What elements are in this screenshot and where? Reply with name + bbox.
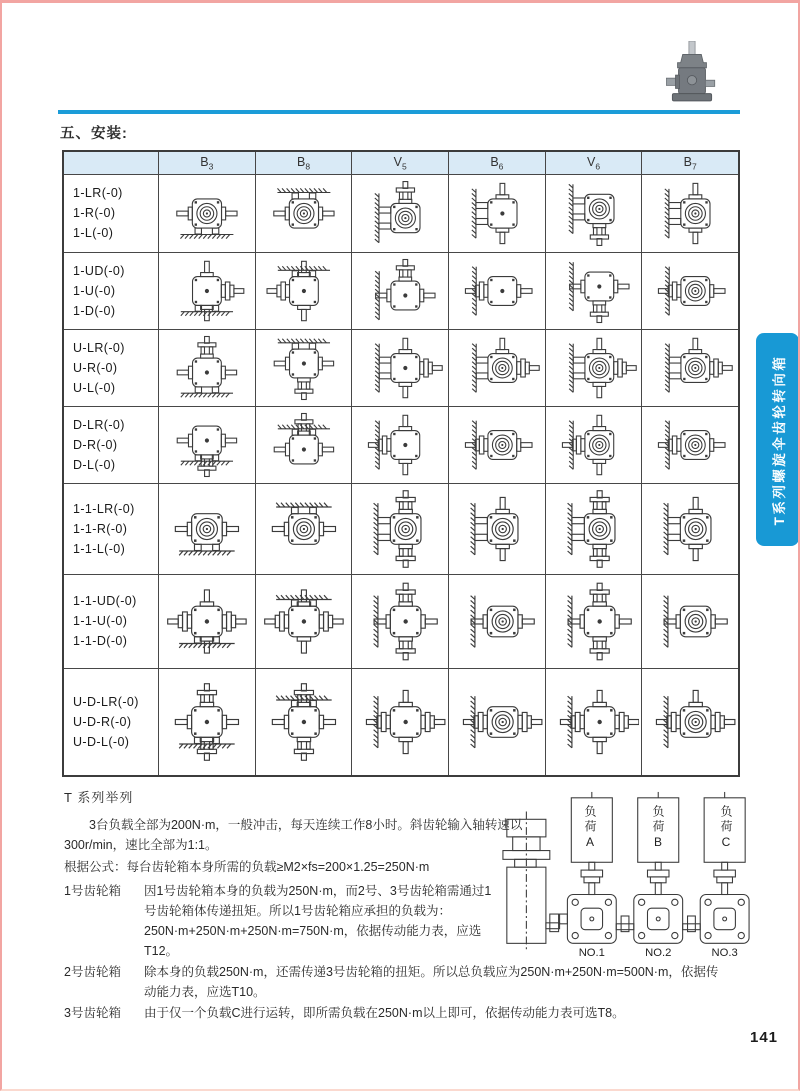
- gearbox-note-item: [64, 1003, 770, 1023]
- mounting-diagram-cell: [449, 253, 546, 329]
- mounting-drawing: [161, 577, 253, 666]
- row-labels: [64, 407, 159, 483]
- gearbox-photo-art: [666, 41, 718, 105]
- mounting-diagram-cell: [159, 669, 256, 775]
- mounting-diagram-cell: [546, 407, 643, 483]
- mounting-diagram-cell: [546, 175, 643, 252]
- mounting-diagram-cell: [546, 253, 643, 329]
- gearbox-note-label: 1号齿轮箱: [64, 884, 121, 898]
- mounting-diagram-cell: [256, 669, 353, 775]
- load-label: 负荷A: [583, 805, 597, 852]
- mounting-diagram-cell: [642, 253, 738, 329]
- mounting-diagram-cell: [642, 407, 738, 483]
- gearbox-note-text: 除本身的负载250N·m，还需传递3号齿轮箱的扭矩。所以总负载应为250N·m+250N·m=500N·m，依据传动能力表，应选T10。: [144, 965, 719, 999]
- mounting-drawing: [644, 177, 736, 250]
- model-code: 1-UD(-0): [73, 263, 125, 278]
- model-code: 1-R(-0): [73, 206, 116, 220]
- load-label: 负荷B: [651, 805, 665, 852]
- mounting-drawing: [161, 409, 253, 481]
- mounting-diagram-cell: [256, 575, 353, 668]
- mounting-drawing: [354, 671, 446, 773]
- model-code: 1-L(-0): [73, 226, 114, 240]
- mounting-diagram-cell: [352, 175, 449, 252]
- mounting-diagram-cell: [256, 484, 353, 574]
- mounting-diagram-cell: [159, 175, 256, 252]
- mounting-drawing: [644, 671, 736, 773]
- mounting-drawing: [161, 332, 253, 404]
- mounting-drawing: [548, 486, 640, 572]
- column-header-B8: $B_8$: [256, 152, 353, 174]
- mounting-drawing: [548, 255, 640, 327]
- mounting-diagram-cell: [352, 575, 449, 668]
- row-labels: [64, 253, 159, 329]
- mounting-diagram-cell: [352, 669, 449, 775]
- mounting-diagram-cell: [449, 330, 546, 406]
- model-code: U-D-LR(-0): [73, 694, 139, 709]
- gearbox-photo: [666, 41, 718, 105]
- mounting-diagram-cell: [642, 484, 738, 574]
- column-header-B7: $B_7$: [683, 154, 697, 172]
- column-header-V5: $V_5$: [352, 152, 449, 174]
- mounting-diagram-cell: [256, 330, 353, 406]
- mounting-drawing: [354, 332, 446, 404]
- mounting-drawing: [161, 177, 253, 250]
- row-labels: [64, 669, 159, 775]
- mounting-drawing: [644, 255, 736, 327]
- table-row: [64, 407, 738, 484]
- mounting-drawing: [258, 255, 350, 327]
- mounting-diagram-cell: [449, 575, 546, 668]
- model-code: 1-1-U(-0): [73, 614, 128, 628]
- example-section: [64, 788, 770, 1023]
- mounting-drawing: [451, 486, 543, 572]
- mounting-drawing: [451, 332, 543, 404]
- unit-caption: NO.3: [711, 947, 738, 958]
- row-labels: [64, 175, 159, 252]
- mounting-drawing: [161, 255, 253, 327]
- page-number: 141: [750, 1029, 779, 1046]
- gearbox-note-text: 由于仅一个负载C进行运转，即所需负载在250N·m以上即可，依据传动能力表可选T8。: [144, 1006, 625, 1020]
- mounting-diagram-cell: [159, 484, 256, 574]
- mounting-drawing: [548, 671, 640, 773]
- gearbox-note-item: [64, 962, 770, 1002]
- series-side-tab: [756, 333, 799, 546]
- model-code: U-D-L(-0): [73, 734, 130, 749]
- header-rule: [58, 110, 740, 114]
- mounting-diagram-cell: [352, 253, 449, 329]
- table-row: [64, 575, 738, 669]
- table-row: [64, 330, 738, 407]
- mounting-drawing: [644, 409, 736, 481]
- mounting-diagram-cell: [449, 407, 546, 483]
- table-row: [64, 484, 738, 575]
- model-code: D-R(-0): [73, 437, 118, 452]
- mounting-diagram-cell: [449, 175, 546, 252]
- mounting-drawing: [548, 577, 640, 666]
- gearbox-note-label: 2号齿轮箱: [64, 965, 121, 979]
- example-heading: T 系列举列: [64, 790, 134, 805]
- mounting-diagram-cell: [449, 669, 546, 775]
- example-formula: 根据公式：每台齿轮箱本身所需的负载≥M2×fs=200×1.25=250N·m: [64, 860, 430, 874]
- load-diagram: [488, 790, 764, 958]
- mounting-drawing: [354, 255, 446, 327]
- model-code: 1-1-D(-0): [73, 634, 128, 648]
- section-title: 五、安装:: [60, 126, 128, 142]
- row-labels: [64, 330, 159, 406]
- model-code: U-R(-0): [73, 360, 118, 375]
- mounting-drawing: [451, 177, 543, 250]
- mounting-diagram-cell: [159, 407, 256, 483]
- mounting-drawing: [354, 409, 446, 481]
- model-code: D-L(-0): [73, 457, 116, 472]
- model-code: 1-1-UD(-0): [73, 594, 137, 608]
- mounting-drawing: [451, 577, 543, 666]
- mounting-drawing: [644, 486, 736, 572]
- load-label: 负荷C: [719, 805, 733, 852]
- column-header-V6: $V_6$: [546, 152, 643, 174]
- mounting-drawing: [354, 577, 446, 666]
- mounting-diagram-cell: [449, 484, 546, 574]
- mounting-diagram-cell: [159, 575, 256, 668]
- model-code: D-LR(-0): [73, 417, 125, 432]
- mounting-drawing: [548, 177, 640, 250]
- mounting-drawing: [258, 177, 350, 250]
- mounting-diagram-cell: [256, 175, 353, 252]
- mounting-diagram-cell: [159, 330, 256, 406]
- mounting-drawing: [161, 486, 253, 572]
- mounting-diagram-cell: [546, 669, 643, 775]
- unit-caption: NO.1: [578, 947, 605, 958]
- mounting-drawing: [451, 671, 543, 773]
- mounting-drawing: [258, 409, 350, 481]
- mounting-drawing: [258, 577, 350, 666]
- mounting-drawing: [451, 409, 543, 481]
- model-code: 1-1-R(-0): [73, 521, 128, 536]
- model-code: 1-LR(-0): [73, 186, 123, 200]
- mounting-drawing: [548, 409, 640, 481]
- table-row: [64, 669, 738, 775]
- table-row: [64, 253, 738, 330]
- mounting-drawing: [451, 255, 543, 327]
- model-code: U-L(-0): [73, 380, 116, 395]
- model-code: 1-1-L(-0): [73, 541, 126, 556]
- row-labels: [64, 575, 159, 668]
- model-code: 1-D(-0): [73, 303, 116, 318]
- row-labels: [64, 484, 159, 574]
- mounting-diagram-cell: [642, 669, 738, 775]
- example-intro: 3台负载全部为200N·m，一般冲击，每天连续工作8小时。斜齿轮输入轴转速以300r/min，速比全部为1:1。: [64, 818, 523, 852]
- model-code: U-LR(-0): [73, 340, 125, 355]
- mounting-diagram-cell: [256, 407, 353, 483]
- mounting-diagram-cell: [546, 330, 643, 406]
- mounting-diagram-cell: [256, 253, 353, 329]
- mounting-diagram-cell: [546, 575, 643, 668]
- model-code: 1-1-LR(-0): [73, 501, 135, 516]
- mounting-diagram-cell: [159, 253, 256, 329]
- mounting-diagram-cell: [642, 175, 738, 252]
- mounting-drawing: [644, 577, 736, 666]
- mounting-diagram-cell: [352, 330, 449, 406]
- mounting-drawing: [161, 671, 253, 773]
- gearbox-note-label: 3号齿轮箱: [64, 1006, 121, 1020]
- mounting-diagram-cell: [642, 575, 738, 668]
- table-header-row: [64, 152, 738, 175]
- series-side-tab-label: T系列螺旋伞齿轮转向箱: [771, 354, 787, 525]
- mounting-diagram-cell: [352, 407, 449, 483]
- mounting-drawing: [644, 332, 736, 404]
- column-header-blank: [64, 152, 159, 174]
- column-header-B6: $B_6$: [449, 152, 546, 174]
- column-header-B3: $B_3$: [159, 152, 256, 174]
- model-code: U-D-R(-0): [73, 714, 132, 729]
- mounting-diagram-cell: [352, 484, 449, 574]
- installation-table: [62, 150, 740, 777]
- gearbox-note-text: 因1号齿轮箱本身的负载为250N·m，而2号、3号齿轮箱需通过1号齿轮箱体传递扭矩。所以1号齿轮箱应承担的负载为：250N·m+250N·m+250N·m=750N·m，依据传动能力表，应选T12。: [144, 884, 492, 958]
- mounting-drawing: [354, 177, 446, 250]
- mounting-diagram-cell: [642, 330, 738, 406]
- mounting-drawing: [258, 671, 350, 773]
- mounting-drawing: [258, 486, 350, 572]
- mounting-diagram-cell: [546, 484, 643, 574]
- model-code: 1-U(-0): [73, 283, 116, 298]
- mounting-drawing: [548, 332, 640, 404]
- table-row: [64, 175, 738, 253]
- unit-caption: NO.2: [645, 947, 672, 958]
- mounting-drawing: [258, 332, 350, 404]
- mounting-drawing: [354, 486, 446, 572]
